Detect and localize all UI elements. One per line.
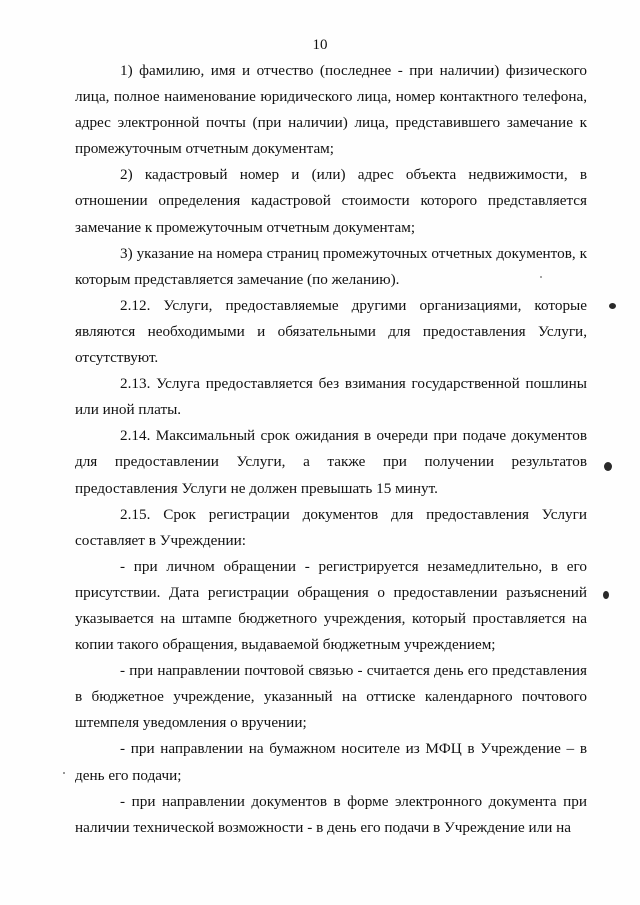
paragraph-cadastral-number: 2) кадастровый номер и (или) адрес объекта недвижимости, в отношении определения кадастровой стоимости которого представляется замечание к промежуточным отчетным документам; <box>75 166 587 236</box>
paragraph-applicant-details: 1) фамилию, имя и отчество (последнее - при наличии) физического лица, полное наименование юридического лица, номер контактного телефона, адрес электронной почты (при наличии) лица, представившего замечание к промежуточным отчетным документам; <box>75 62 587 158</box>
paragraph-electronic-document: - при направлении документов в форме электронного документа при наличии технической возможности - в день его подачи в Учреждение или на <box>75 792 587 836</box>
paragraph-section-2-13: 2.13. Услуга предоставляется без взимания государственной пошлины или иной платы. <box>75 375 587 419</box>
scan-speck <box>540 276 542 278</box>
paragraph-page-numbers: 3) указание на номера страниц промежуточных отчетных документов, к которым представляется замечание (по желанию). <box>75 244 587 288</box>
page-number: 10 <box>312 37 328 53</box>
scan-speck <box>63 772 65 774</box>
scan-speck <box>604 462 612 471</box>
paragraph-section-2-14: 2.14. Максимальный срок ожидания в очереди при подаче документов для предоставлении Услуги, а также при получении результатов предоставления Услуги не должен превышать 15 минут. <box>75 427 587 497</box>
paragraph-section-2-15: 2.15. Срок регистрации документов для предоставления Услуги составляет в Учреждении: <box>75 505 587 549</box>
paragraph-personal-visit: - при личном обращении - регистрируется незамедлительно, в его присутствии. Дата регистрации обращения о предоставлении разъяснений указывается на штампе бюджетного учреждения, который проставляется на копии такого обращения, выдаваемой бюджетным учреждением; <box>75 557 587 654</box>
paragraph-postal-delivery: - при направлении почтовой связью - считается день его представления в бюджетное учреждение, указанный на оттиске календарного почтового штемпеля уведомления о вручении; <box>75 662 587 732</box>
paragraph-mfc-paper: - при направлении на бумажном носителе из МФЦ в Учреждение – в день его подачи; <box>75 740 587 784</box>
scan-speck <box>609 303 616 309</box>
scan-speck <box>603 591 609 599</box>
document-body <box>75 58 587 841</box>
paragraph-section-2-12: 2.12. Услуги, предоставляемые другими организациями, которые являются необходимыми и обязательными для предоставления Услуги, отсутствуют. <box>75 296 587 367</box>
